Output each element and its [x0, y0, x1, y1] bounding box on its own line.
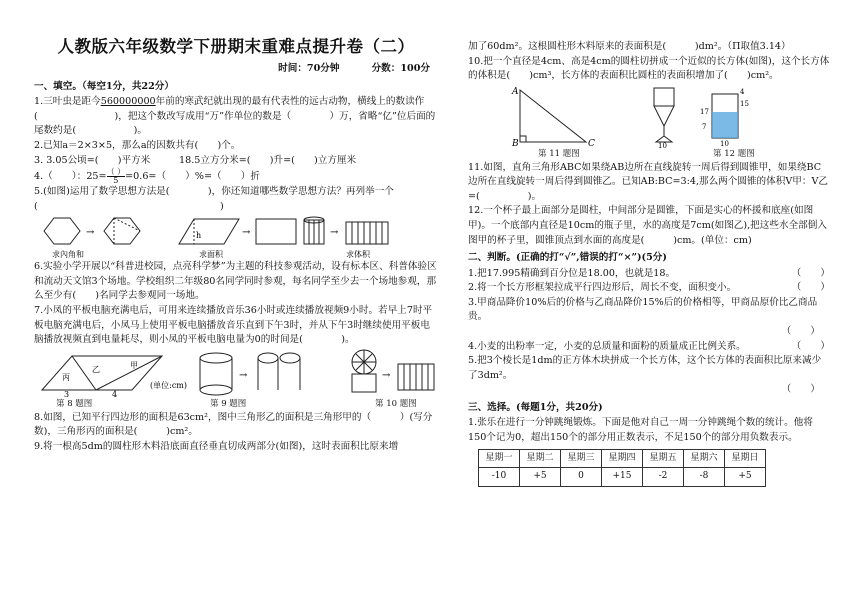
- question-6: 6.实验小学开展以“科普进校园，点亮科学梦”为主题的科技参观活动，设有标本区、科普体验区和流动天文馆3个场地。学校组织二年级80名同学同时参观，每名同学至少去一个场地参观，那么至少有( )名同学去参观同一场地。: [34, 261, 437, 302]
- caption-9: 第 9 题图: [210, 398, 247, 409]
- question-11: 11.如图，直角三角形ABC如果绕AB边所在直线旋转一周后得到圆锥甲，如果绕BC边所在直线旋转一周后得到圆锥乙。已知AB:BC=3:4,那么两个圆锥的体积V甲：V乙=( )。: [468, 161, 828, 202]
- vertex-c: C: [588, 138, 595, 148]
- table-header-cell: 星期一: [479, 449, 520, 468]
- total-score: 分数：100分: [371, 63, 430, 75]
- q1-number: 560000000: [100, 96, 156, 108]
- right-column: [468, 40, 830, 487]
- judge-5-paren: （ ）: [781, 384, 820, 396]
- table-cell: -2: [643, 468, 684, 487]
- caption-10: 第 10 题图: [375, 398, 417, 409]
- arrow-glyph: →: [330, 227, 339, 239]
- question-10: 10.把一个直径是4cm、高是4cm的圆柱切拼成一个近似的长方体(如图)，这个长方体的体积是( )cm³，长方体的表面积比圆柱的表面积增加了( )cm²。: [468, 55, 830, 82]
- figure-5-caption-1: 求內角和: [52, 250, 84, 260]
- question-7: 7.小凤的平板电脑充满电后，可用来连续播放音乐36小时或连续播放视频9小时。若早上7时平板电脑充满电后，小凤马上使用平板电脑播放音乐直到下午3时，并从下午3时继续使用平板电脑播放视频直到电量耗尽，则小凤的平板电脑电量为0的时间是( )。: [34, 305, 433, 346]
- parallelogram-shape: [179, 219, 239, 244]
- arrow-glyph: →: [86, 227, 95, 239]
- height-4: 4: [740, 87, 745, 96]
- figure-8-9-10: [34, 348, 438, 411]
- vertex-a: A: [512, 86, 519, 97]
- left-column: [34, 0, 438, 454]
- cup-cone: [654, 106, 674, 126]
- figure-5: [34, 214, 438, 260]
- label-bing: 丙: [62, 372, 70, 382]
- figure-5-diagram: [34, 214, 438, 260]
- question-9: 9.将一根高5dm的圆柱形木料沿底面直径垂直切成两部分(如图)，这时表面积比原来增: [34, 440, 399, 452]
- vertex-b: B: [512, 138, 519, 148]
- arrow-glyph: →: [382, 369, 391, 381]
- label-yi: 乙: [92, 364, 100, 374]
- table-header-cell: 星期三: [561, 449, 602, 468]
- section-multiple-choice: 三、选择。(每题1分，共20分): [468, 401, 603, 413]
- section-fill-blank: 一、填空。（每空1分，共22分）: [34, 80, 174, 92]
- hexagon-shape: [44, 218, 80, 244]
- table-header-cell: 星期日: [725, 449, 766, 468]
- judge-3-paren: （ ）: [781, 326, 820, 337]
- arrow-glyph: →: [239, 369, 248, 381]
- h-label: h: [196, 231, 202, 241]
- question-5: 5.(如图)运用了数学思想方法是( )，你还知道哪些数学思想方法？再列举一个( ): [34, 186, 394, 212]
- time-limit: 时间：70分钟: [278, 63, 340, 75]
- judge-1: 1.把17.995精确到百分位是18.00，也就是18。 （ ）: [468, 267, 830, 279]
- question-9-continued: 加了60dm²。这根圆柱形木料原来的表面积是( )dm²。（Π取值3.14）: [468, 41, 791, 52]
- table-header-cell: 星期六: [684, 449, 725, 468]
- question-12: 12.一个杯子最上面部分是圆柱，中间部分是圆锥，下面是实心的杯援和底座(如图甲)。一个底部内直径是10cm的瓶子里，水的高度是7cm(如图乙),把这些水全部倒入图甲的杯子里，圆锥顶点到水面的高度是( )cm。(单位：cm): [468, 205, 827, 246]
- label-jia: 甲: [130, 360, 138, 370]
- cup-cylinder: [654, 88, 674, 106]
- table-header-cell: 星期二: [520, 449, 561, 468]
- table-header-row: [479, 449, 766, 468]
- table-cell: +15: [602, 468, 643, 487]
- question-8: 8.如图，已知平行四边形的面积是63cm²，图中三角形乙的面积是三角形甲的（ ）(写分数)，三角形丙的面积是( )cm²。: [34, 411, 433, 438]
- table-header-cell: 星期五: [643, 449, 684, 468]
- judge-5: 5.把3个棱长是1dm的正方体木块拼成一个长方体，这个长方体的表面积比原来减少了3dm²。: [468, 355, 822, 381]
- jump-rope-table: [478, 449, 766, 487]
- bottle-water: [712, 112, 738, 138]
- figure-captions-11-12: [468, 148, 830, 161]
- question-2: 2.已知a＝2×3×5，那么a的因数共有( )个。: [34, 139, 241, 151]
- rectangle-shape: [256, 219, 296, 244]
- figure-captions-8-10: [34, 398, 438, 411]
- judge-2: 2.将一个长方形框架拉成平行四边形后，周长不变，面积变小。 （ ）: [468, 282, 830, 294]
- water-height-7: 7: [702, 122, 707, 131]
- table-cell: +5: [520, 468, 561, 487]
- page-title: 人教版六年级数学下册期末重难点提升卷（二）: [57, 37, 415, 56]
- exam-meta: [34, 62, 430, 77]
- caption-8: 第 8 题图: [56, 398, 93, 409]
- figure-11-12: [468, 84, 830, 161]
- section-true-false: 二、判断。(正确的打“√”,错误的打“×”)(5分): [468, 252, 667, 264]
- table-cell: -10: [479, 468, 520, 487]
- table-cell: -8: [684, 468, 725, 487]
- bottle-dim-10: 10: [720, 139, 729, 148]
- question-3: 3. 3.05公顷=( )平方米 18.5立方分米=( )升=( )立方厘米: [34, 154, 357, 166]
- unit-label: (单位:cm): [150, 380, 188, 390]
- figure-8-parallelogram: [42, 356, 162, 390]
- triangle-abc: [520, 90, 586, 142]
- table-cell: 0: [561, 468, 602, 487]
- arrow-glyph: →: [242, 227, 251, 239]
- choice-1: 1.张乐在进行一分钟跳绳锻炼。下面是他对自己一周一分钟跳绳个数的统计。他将150个记为0，超出150个的部分用正数表示，不足150个的部分用负数表示。: [468, 417, 813, 444]
- caption-12: 第 12 题图: [713, 148, 755, 159]
- question-1: 1.三叶虫是距今560000000年前的寒武纪就出现的最有代表性的远古动物，横线上的数读作( )，把这个数改写成用“万”作单位的数是（ ）万，省略“亿”位后面的尾数约是( )。: [34, 96, 436, 137]
- figure-5-caption-2: 求面积: [199, 250, 223, 260]
- judge-3: 3.甲商品降价10%后的价格与乙商品降价15%后的价格相等，甲商品原价比乙商品贵。: [468, 296, 818, 323]
- table-cell: +5: [725, 468, 766, 487]
- judge-4: 4.小麦的出粉率一定，小麦的总质量和面粉的质量成正比例关系。 （ ）: [468, 340, 830, 352]
- table-row: [479, 468, 766, 487]
- question-4: 4.（ ）：25= （ ） 5 =0.6=（ ）%=（ ）折: [34, 167, 260, 186]
- label-4: 4: [112, 389, 118, 398]
- height-15: 15: [740, 99, 749, 108]
- caption-11: 第 11 题图: [538, 148, 580, 159]
- table-header-cell: 星期四: [602, 449, 643, 468]
- label-3: 3: [64, 389, 70, 398]
- cup-dim-10: 10: [658, 141, 667, 148]
- figure-5-caption-3: 求体积: [346, 250, 370, 260]
- height-17: 17: [700, 107, 709, 116]
